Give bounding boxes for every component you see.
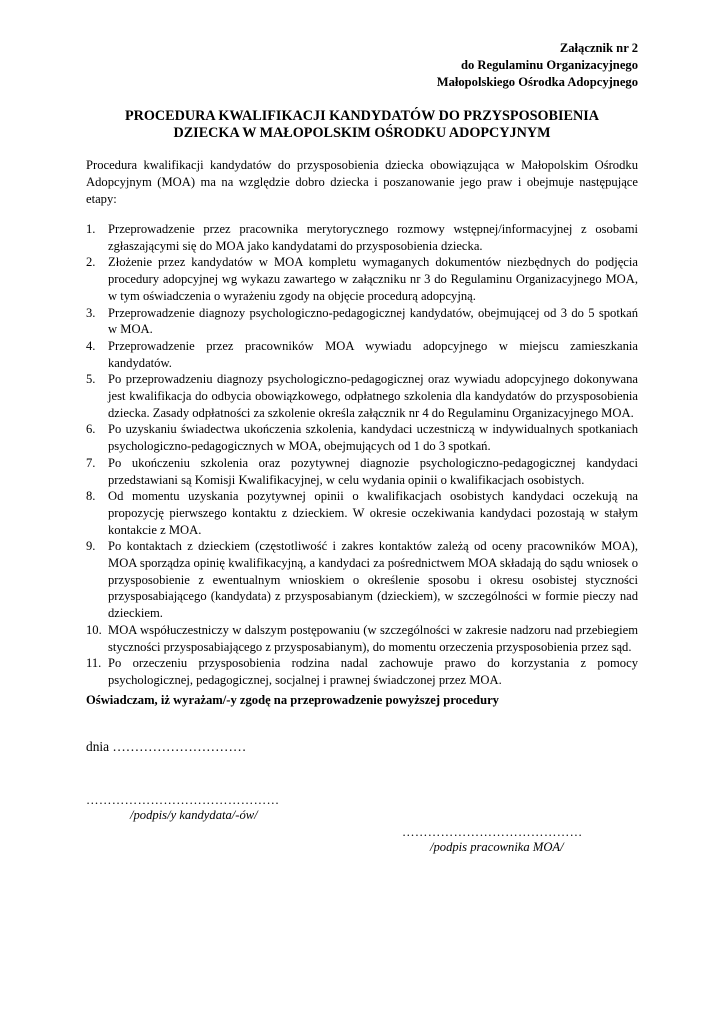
list-item <box>86 221 638 254</box>
step-text: Od momentu uzyskania pozytywnej opinii o kwalifikacjach osobistych kandydaci oczekują na propozycję pierwszego kontaktu z dzieckiem. W okresie oczekiwania kandydaci pozostają w stałym kontakcie z MOA. <box>108 489 638 537</box>
step-text: MOA współuczestniczy w dalszym postępowaniu (w szczególności w zakresie nadzoru nad przebiegiem styczności przysposabiającego z przysposabianym), do momentu orzeczenia przysposobienia przez sąd. <box>108 622 638 654</box>
step-number: 2. <box>86 255 96 270</box>
intro-paragraph: Procedura kwalifikacji kandydatów do przysposobienia dziecka obowiązująca w Małopolskim Ośrodku Adopcyjnym (MOA) ma na względzie dobro dziecka i poszanowanie jego praw i obejmuje następujące etapy: <box>86 158 638 206</box>
procedure-steps-list <box>86 221 638 689</box>
list-item <box>86 254 638 304</box>
step-number: 6. <box>86 422 96 437</box>
list-item <box>86 622 638 655</box>
annex-institution: Małopolskiego Ośrodka Adopcyjnego <box>436 75 638 89</box>
step-text: Po uzyskaniu świadectwa ukończenia szkolenia, kandydaci uczestniczą w indywidualnych spotkaniach psychologiczno-pedagogicznych w MOA, obejmujących od 1 do 3 spotkań. <box>108 422 638 454</box>
step-text: Po kontaktach z dzieckiem (częstotliwość i zakres kontaktów zależą od oceny pracowników MOA), MOA sporządza opinię kwalifikacyjną, a kandydaci za pośrednictwem MOA składają do sądu wniosek o przysposobienie z ewentualnym wnioskiem o określenie sposobu i okresu osobistej styczności przysposabiającego (kandydata) z przysposabianym (dzieckiem), w szczególności w formie pieczy nad dzieckiem. <box>108 539 638 621</box>
step-number: 8. <box>86 489 96 504</box>
step-text: Po orzeczeniu przysposobienia rodzina nadal zachowuje prawo do korzystania z pomocy psychologicznej, pedagogicznej, socjalnej i prawnej świadczonej przez MOA. <box>108 656 638 687</box>
employee-signature-caption: /podpis pracownika MOA/ <box>430 840 564 854</box>
list-item <box>86 305 638 338</box>
candidate-signature-line: ……………………………………… <box>86 793 280 807</box>
list-item <box>86 488 638 538</box>
step-number: 11. <box>86 656 102 671</box>
title-line-2: DZIECKA W MAŁOPOLSKIM OŚRODKU ADOPCYJNYM <box>173 125 551 141</box>
document-title <box>86 108 638 142</box>
list-item <box>86 338 638 371</box>
step-number: 5. <box>86 372 96 387</box>
annex-number: Załącznik nr 2 <box>559 41 638 55</box>
step-number: 10. <box>86 622 102 637</box>
step-text: Przeprowadzenie przez pracownika merytorycznego rozmowy wstępnej/informacyjnej z osobami zgłaszającymi się do MOA jako kandydatami do przysposobienia dziecka. <box>108 222 638 253</box>
step-text: Po przeprowadzeniu diagnozy psychologiczno-pedagogicznej oraz wywiadu adopcyjnego dokonywana jest kwalifikacja do odbycia obowiązkowego, odpłatnego szkolenia dla kandydatów do przysposobienia dziecka. Zasady odpłatności za szkolenie określa załącznik nr 4 do Regulaminu Organizacyjnego MOA. <box>108 372 638 420</box>
consent-statement: Oświadczam, iż wyrażam/-y zgodę na przeprowadzenie powyższej procedury <box>86 693 499 707</box>
step-text: Po ukończeniu szkolenia oraz pozytywnej diagnozie psychologiczno-pedagogicznej kandydaci przedstawiani są Komisji Kwalifikacyjnej, w celu wydania opinii o kwalifikacjach osobistych. <box>108 455 638 487</box>
step-number: 7. <box>86 455 96 470</box>
annex-regulation: do Regulaminu Organizacyjnego <box>460 58 638 72</box>
list-item <box>86 655 638 688</box>
step-number: 9. <box>86 539 96 554</box>
list-item <box>86 538 638 622</box>
list-item <box>86 371 638 421</box>
step-text: Przeprowadzenie przez pracowników MOA wywiadu adopcyjnego w miejscu zamieszkania kandydatów. <box>108 338 638 370</box>
list-item <box>86 421 638 454</box>
step-text: Przeprowadzenie diagnozy psychologiczno-pedagogicznej kandydatów, obejmującej od 3 do 5 spotkań w MOA. <box>108 305 638 337</box>
employee-signature-line: …………………………………… <box>402 825 583 839</box>
step-number: 4. <box>86 338 96 353</box>
date-field: dnia ………………………… <box>86 739 247 754</box>
step-number: 3. <box>86 305 96 320</box>
candidate-signature-caption: /podpis/y kandydata/-ów/ <box>130 808 258 822</box>
title-line-1: PROCEDURA KWALIFIKACJI KANDYDATÓW DO PRZYSPOSOBIENIA <box>124 108 600 124</box>
annex-header <box>437 40 638 91</box>
step-number: 1. <box>86 222 96 236</box>
list-item <box>86 455 638 488</box>
step-text: Złożenie przez kandydatów w MOA kompletu wymaganych dokumentów niezbędnych do podjęcia procedury adopcyjnej wg wykazu zawartego w załączniku nr 3 do Regulaminu Organizacyjnego MOA, w tym oświadczenia o wyrażeniu zgody na objęcie procedurą adopcyjną. <box>108 255 638 303</box>
